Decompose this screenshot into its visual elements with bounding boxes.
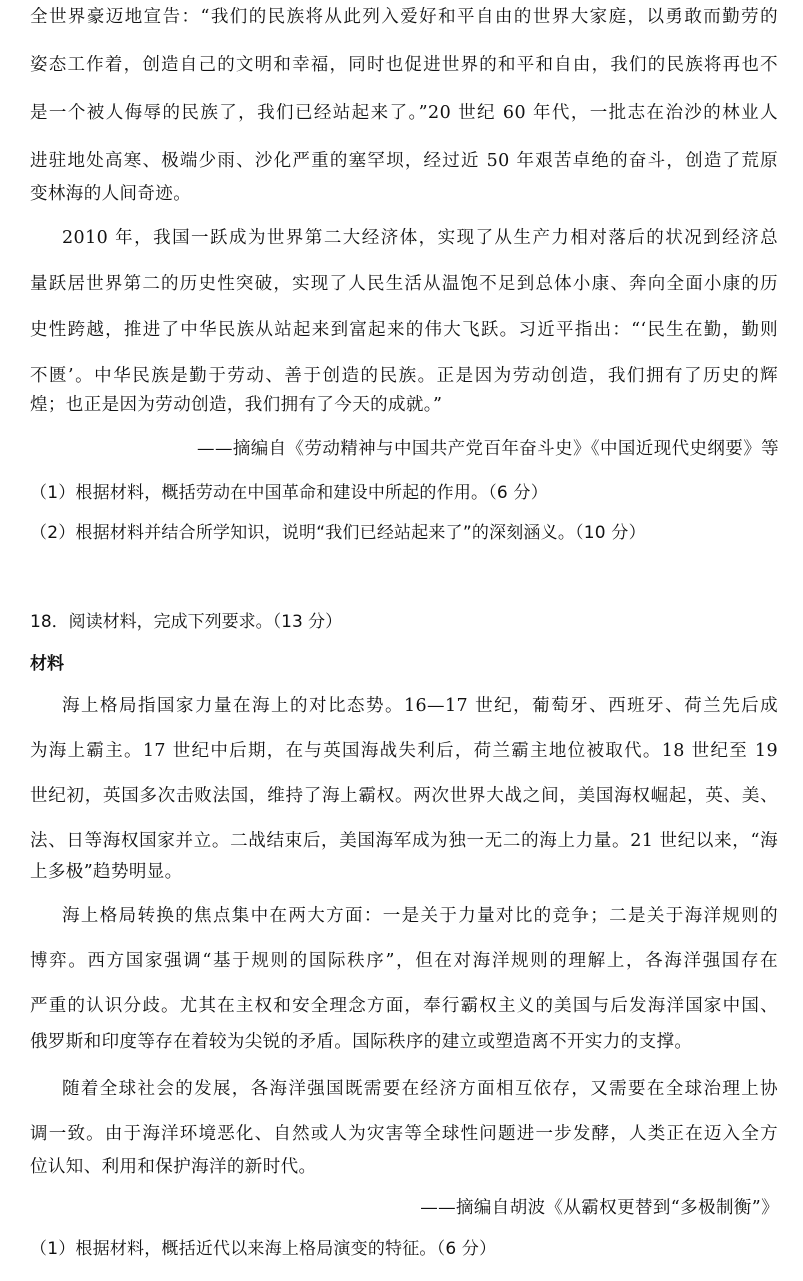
- question18-title: 18．阅读材料，完成下列要求。（13 分）: [30, 612, 343, 632]
- passage1-para2-line-3: 史性跨越，推进了中华民族从站起来到富起来的伟大飞跃。习近平指出：“‘民生在勤，勤则: [30, 320, 778, 340]
- q18-para1-line-3: 世纪初，英国多次击败法国，维持了海上霸权。两次世界大战之间，美国海权崛起，英、美、: [30, 786, 778, 806]
- q18-para3-line-3: 位认知、利用和保护海洋的新时代。: [30, 1157, 317, 1177]
- passage1-line-5: 变林海的人间奇迹。: [30, 184, 192, 204]
- q18-para3-line-1: 随着全球社会的发展，各海洋强国既需要在经济方面相互依存，又需要在全球治理上协: [62, 1079, 778, 1099]
- q18-para1-line-4: 法、日等海权国家并立。二战结束后，美国海军成为独一无二的海上力量。21 世纪以来，“海: [30, 831, 778, 851]
- passage1-attribution: ——摘编自《劳动精神与中国共产党百年奋斗史》《中国近现代史纲要》等: [197, 439, 779, 459]
- q18-para3-line-2: 调一致。由于海洋环境恶化、自然或人为灾害等全球性问题进一步发酵，人类正在迈入全方: [30, 1124, 778, 1144]
- q18-para2-line-2: 博弈。西方国家强调“基于规则的国际秩序”，但在对海洋规则的理解上，各海洋强国存在: [30, 951, 778, 971]
- q18-para1-line-1: 海上格局指国家力量在海上的对比态势。16—17 世纪，葡萄牙、西班牙、荷兰先后成: [62, 696, 778, 716]
- q18-para2-line-4: 俄罗斯和印度等存在着较为尖锐的矛盾。国际秩序的建立或塑造离不开实力的支撑。: [30, 1032, 693, 1052]
- q18-para2-line-3: 严重的认识分歧。尤其在主权和安全理念方面，奉行霸权主义的美国与后发海洋国家中国、: [30, 996, 778, 1016]
- passage1-para2-line-1: 2010 年，我国一跃成为世界第二大经济体，实现了从生产力相对落后的状况到经济总: [62, 228, 778, 248]
- passage1-line-3: 是一个被人侮辱的民族了，我们已经站起来了。”20 世纪 60 年代，一批志在治沙的林业人: [30, 103, 778, 123]
- passage1-para2-line-2: 量跃居世界第二的历史性突破，实现了人民生活从温饱不足到总体小康、奔向全面小康的历: [30, 274, 778, 294]
- passage1-line-2: 姿态工作着，创造自己的文明和幸福，同时也促进世界的和平和自由，我们的民族将再也不: [30, 55, 778, 75]
- question17-1: （1）根据材料，概括劳动在中国革命和建设中所起的作用。（6 分）: [30, 483, 548, 503]
- q18-para1-line-2: 为海上霸主。17 世纪中后期，在与英国海战失利后，荷兰霸主地位被取代。18 世纪至 19: [30, 741, 778, 761]
- q18-para2-line-1: 海上格局转换的焦点集中在两大方面：一是关于力量对比的竞争；二是关于海洋规则的: [62, 906, 778, 926]
- q18-attribution: ——摘编自胡波《从霸权更替到“多极制衡”》: [420, 1198, 779, 1218]
- question18-1: （1）根据材料，概括近代以来海上格局演变的特征。（6 分）: [30, 1239, 497, 1259]
- passage1-para2-line-5: 煌；也正是因为劳动创造，我们拥有了今天的成就。”: [30, 395, 443, 415]
- passage1-line-1: 全世界豪迈地宣告：“我们的民族将从此列入爱好和平自由的世界大家庭，以勇敢而勤劳的: [30, 7, 778, 27]
- material-label: 材料: [30, 654, 64, 674]
- question17-2: （2）根据材料并结合所学知识，说明“我们已经站起来了”的深刻涵义。（10 分）: [30, 523, 646, 543]
- q18-para1-line-5: 上多极”趋势明显。: [30, 862, 183, 882]
- passage1-line-4: 进驻地处高寒、极端少雨、沙化严重的塞罕坝，经过近 50 年艰苦卓绝的奋斗，创造了荒原: [30, 151, 778, 171]
- passage1-para2-line-4: 不匮’。中华民族是勤于劳动、善于创造的民族。正是因为劳动创造，我们拥有了历史的辉: [30, 366, 778, 386]
